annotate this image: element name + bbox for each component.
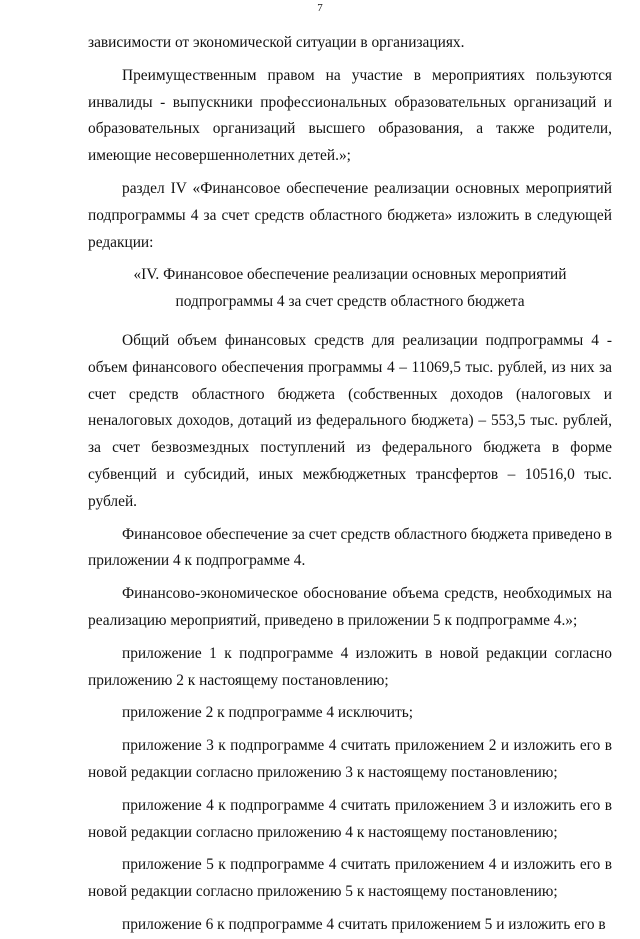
paragraph-appendix-3: приложение 3 к подпрограмме 4 считать приложением 2 и изложить его в новой редакции согласно приложению 3 к настоящему постановлению; <box>88 737 612 781</box>
section-heading-line-2: подпрограммы 4 за счет средств областного бюджета <box>175 293 525 311</box>
section-heading-line-1: «IV. Финансовое обеспечение реализации основных мероприятий <box>133 266 567 284</box>
paragraph-section-iv-instruction: раздел IV «Финансовое обеспечение реализации основных мероприятий подпрограммы 4 за счет средств областного бюджета» изложить в следующей редакции: <box>88 179 612 251</box>
section-heading <box>88 262 612 316</box>
paragraph-appendix-2: приложение 2 к подпрограмме 4 исключить; <box>122 704 414 722</box>
paragraph-appendix-4: приложение 4 к подпрограмме 4 считать приложением 3 и изложить его в новой редакции согласно приложению 4 к настоящему постановлению; <box>88 796 612 841</box>
paragraph-economic-justification: Финансово-экономическое обоснование объема средств, необходимых на реализацию мероприятий, приведено в приложении 5 к подпрограмме 4.»; <box>88 585 612 629</box>
document-body <box>88 30 612 939</box>
paragraph-regional-budget: Финансовое обеспечение за счет средств областного бюджета приведено в приложении 4 к подпрограмме 4. <box>88 525 612 570</box>
paragraph-priority-right: Преимущественным правом на участие в мероприятиях пользуются инвалиды - выпускники профессиональных образовательных организаций и образовательных организаций высшего образования, а также родители, имеющие несовершеннолетних детей.»; <box>88 66 612 165</box>
spacer <box>88 316 612 328</box>
page-number: 7 <box>317 2 323 14</box>
paragraph-appendix-6: приложение 6 к подпрограмме 4 считать приложением 5 и изложить его в <box>122 915 606 933</box>
paragraph-appendix-1: приложение 1 к подпрограмме 4 изложить в новой редакции согласно приложению 2 к настоящему постановлению; <box>88 644 612 689</box>
paragraph-continuation: зависимости от экономической ситуации в организациях. <box>88 34 465 51</box>
paragraph-appendix-5: приложение 5 к подпрограмме 4 считать приложением 4 и изложить его в новой редакции согласно приложению 5 к настоящему постановлению; <box>88 856 612 901</box>
paragraph-total-funding: Общий объем финансовых средств для реализации подпрограммы 4 - объем финансового обеспечения программы 4 – 11069,5 тыс. рублей, из них за счет средств областного бюджета (собственных доходов (налоговых и неналоговых доходов, дотаций из федерального бюджета) – 553,5 тыс. рублей, за счет безвозмездных поступлений из федерального бюджета в форме субвенций и субсидий, иных межбюджетных трансфертов – 10516,0 тыс. рублей. <box>88 331 612 510</box>
